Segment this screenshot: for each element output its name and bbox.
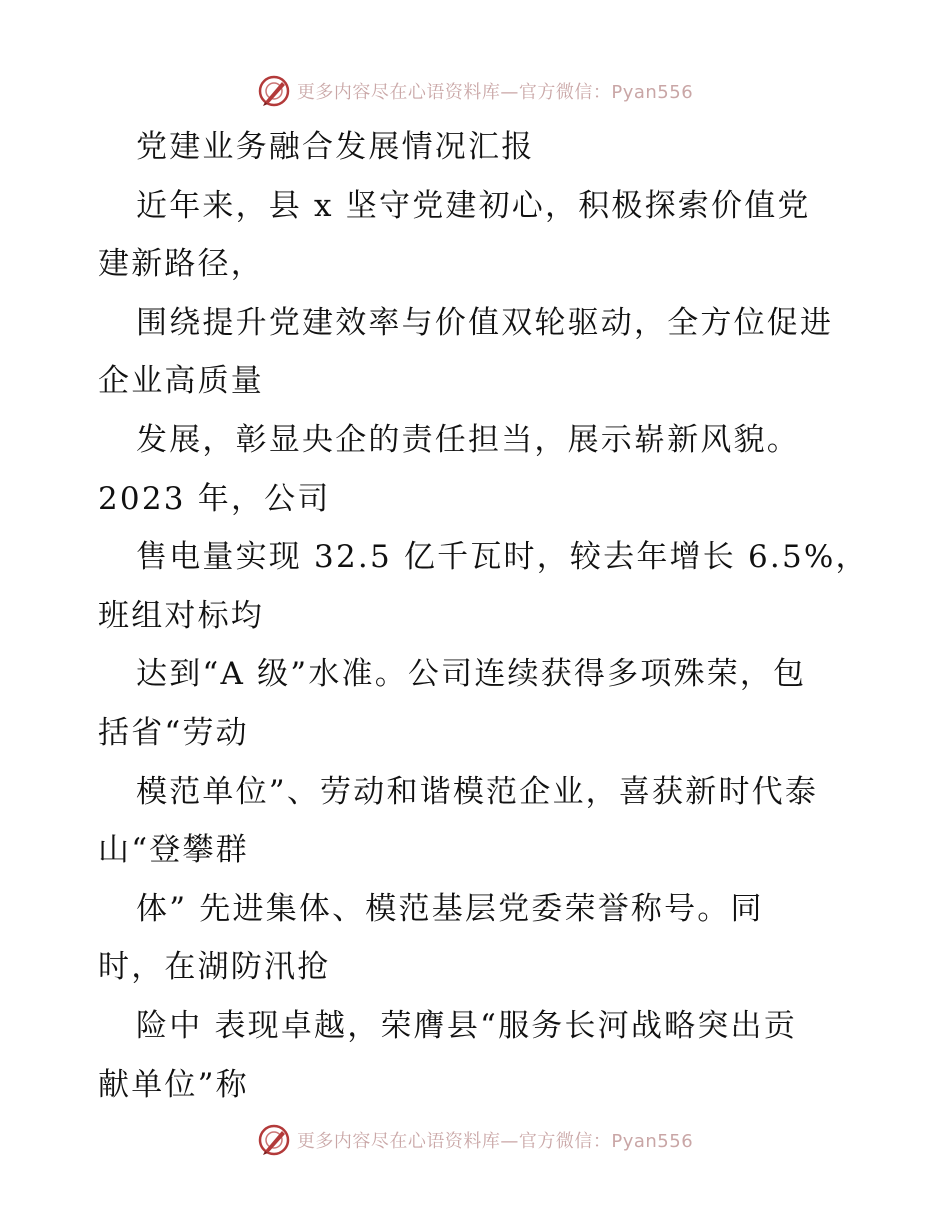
paragraph-line: 险中 表现卓越，荣膺县“服务长河战略突出贡 [136, 1007, 797, 1044]
paragraph-line: 献单位”称 [98, 1066, 249, 1103]
paragraph-line: 达到“A 级”水准。公司连续获得多项殊荣，包 [136, 656, 807, 693]
paragraph-line: 班组对标均 [98, 597, 264, 634]
document-body [98, 118, 869, 1114]
paragraph-line: 售电量实现 32.5 亿千瓦时，较去年增长 6.5%， [136, 539, 869, 576]
pen-logo-icon [257, 74, 291, 108]
paragraph-line: 围绕提升党建效率与价值双轮驱动，全方位促进 [136, 304, 834, 341]
watermark-text: 更多内容尽在心语资料库—官方微信： [296, 82, 612, 103]
watermark-header [0, 71, 950, 111]
paragraph-line: 时，在湖防汛抢 [98, 949, 331, 986]
paragraph-line: 建新路径， [98, 246, 264, 283]
paragraph-line: 近年来，县 x 坚守党建初心，积极探索价值党 [136, 187, 811, 224]
watermark-wechat-id: Pyan556 [611, 1131, 694, 1152]
watermark-footer [0, 1120, 950, 1160]
pen-logo-icon [257, 1123, 291, 1157]
paragraph-line: 体” 先进集体、模范基层党委荣誉称号。同 [136, 890, 764, 927]
paragraph-line: 企业高质量 [98, 363, 264, 400]
paragraph-line: 山“登攀群 [98, 832, 249, 869]
document-title: 党建业务融合发展情况汇报 [136, 129, 535, 165]
paragraph-line: 2023 年，公司 [98, 480, 331, 517]
paragraph-line: 发展，彰显央企的责任担当，展示崭新风貌。 [136, 421, 800, 458]
watermark-wechat-id: Pyan556 [611, 82, 694, 103]
paragraph-line: 括省“劳动 [98, 714, 249, 751]
watermark-text: 更多内容尽在心语资料库—官方微信： [296, 1131, 612, 1152]
paragraph-line: 模范单位”、劳动和谐模范企业，喜获新时代泰 [136, 773, 819, 810]
